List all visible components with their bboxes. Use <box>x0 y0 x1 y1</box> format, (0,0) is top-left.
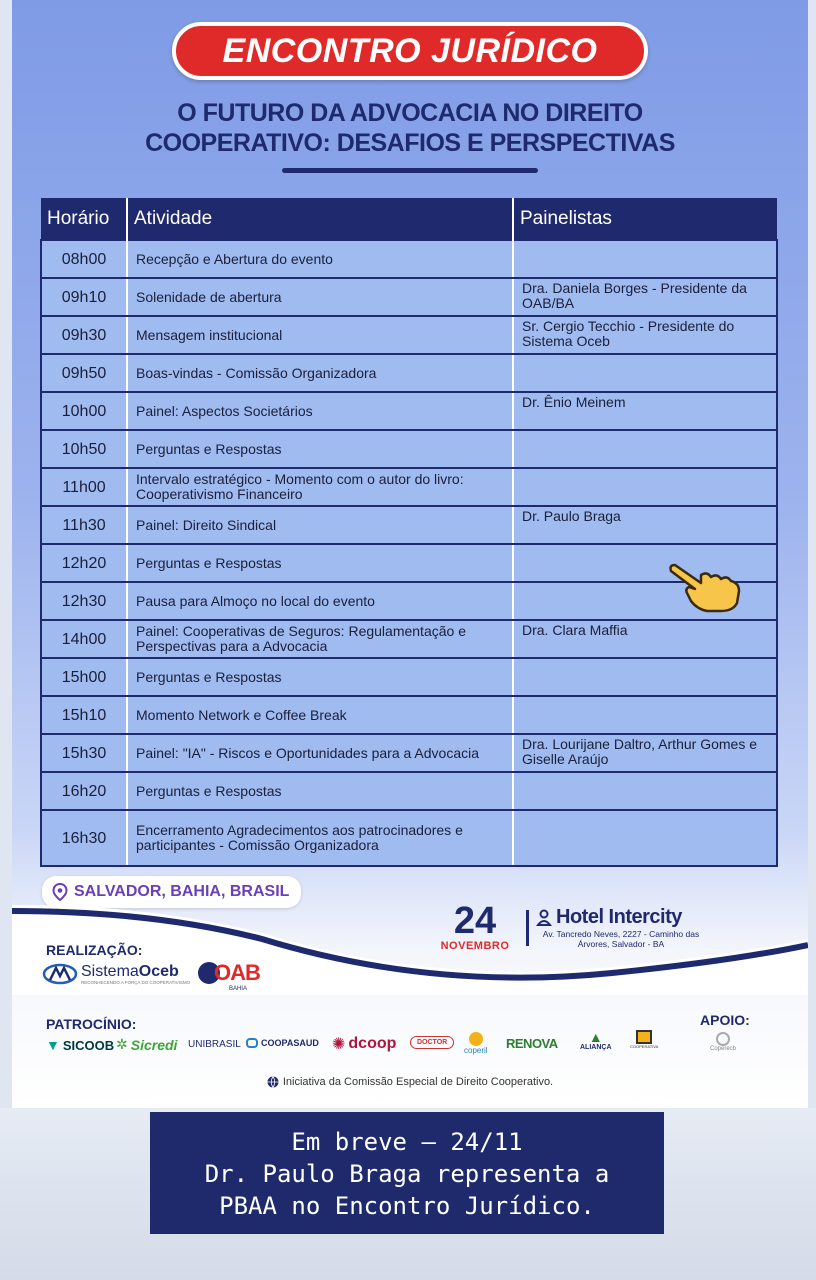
subtitle-line-1: O FUTURO DA ADVOCACIA NO DIREITO <box>177 99 643 127</box>
sicoob-text: SICOOB <box>62 1037 115 1053</box>
coperil-mark-icon <box>469 1032 483 1046</box>
time-cell: 09h50 <box>41 354 127 392</box>
panelists-cell <box>513 240 777 278</box>
location-badge <box>42 876 301 908</box>
hotel-name: Hotel Intercity <box>556 906 682 928</box>
activity-cell: Painel: Aspectos Societários <box>127 392 513 430</box>
oab-logo <box>198 960 260 992</box>
doctor-text: DOCTOR <box>417 1039 448 1046</box>
oab-text: OAB <box>214 960 260 985</box>
oceb-text: Oceb <box>138 962 179 980</box>
time-cell: 14h00 <box>41 620 127 658</box>
dcoop-text: dcoop <box>348 1035 397 1052</box>
schedule-row <box>41 240 777 278</box>
activity-cell: Recepção e Abertura do evento <box>127 240 513 278</box>
schedule-table <box>40 198 778 867</box>
globe-icon <box>267 1076 279 1088</box>
panelists-cell <box>513 658 777 696</box>
activity-cell: Perguntas e Respostas <box>127 544 513 582</box>
coopasaud-text: COOPASAUD <box>261 1038 319 1048</box>
sicoob-mark-icon: ▼ <box>46 1037 60 1053</box>
schedule-row <box>41 620 777 658</box>
person-pin-icon <box>536 909 552 927</box>
panelists-cell: Dr. Ênio Meinem <box>513 392 777 430</box>
sistema-text: Sistema <box>81 962 139 980</box>
panelists-cell <box>513 772 777 810</box>
panelists-cell: Dra. Daniela Borges - Presidente da OAB/BA <box>513 278 777 316</box>
hotel-info <box>536 906 726 949</box>
coperecb-logo <box>710 1032 736 1052</box>
activity-cell: Boas-vindas - Comissão Organizadora <box>127 354 513 392</box>
time-cell: 09h10 <box>41 278 127 316</box>
caption-line-2: Dr. Paulo Braga representa a <box>204 1160 610 1188</box>
panelists-cell <box>513 468 777 506</box>
time-cell: 16h20 <box>41 772 127 810</box>
oab-sub-text: BAHIA <box>228 986 247 992</box>
date-divider <box>526 910 529 946</box>
sicredi-text: Sicredi <box>130 1036 178 1053</box>
location-pin-icon <box>52 883 68 901</box>
activity-cell: Painel: "IA" - Riscos e Oportunidades para a Advocacia <box>127 734 513 772</box>
event-date <box>430 902 520 952</box>
sicoob-logo <box>46 1037 114 1053</box>
activity-cell: Perguntas e Respostas <box>127 430 513 468</box>
time-cell: 08h00 <box>41 240 127 278</box>
initiative-note <box>12 1076 808 1088</box>
schedule-row <box>41 430 777 468</box>
hotel-name-row <box>536 906 726 929</box>
title-underline <box>282 168 538 173</box>
time-cell: 10h50 <box>41 430 127 468</box>
coperil-logo <box>464 1032 488 1055</box>
schedule-row <box>41 354 777 392</box>
schedule-row <box>41 506 777 544</box>
activity-cell: Momento Network e Coffee Break <box>127 696 513 734</box>
time-cell: 12h20 <box>41 544 127 582</box>
panelists-cell: Dra. Lourijane Daltro, Arthur Gomes e Giselle Araújo <box>513 734 777 772</box>
hotel-address: Av. Tancredo Neves, 2227 - Caminho das Árvores, Salvador - BA <box>542 929 700 949</box>
date-day: 24 <box>453 900 497 942</box>
event-title: ENCONTRO JURÍDICO <box>222 31 598 70</box>
event-subtitle <box>12 98 808 158</box>
schedule-row <box>41 658 777 696</box>
schedule-row <box>41 696 777 734</box>
last-sponsor-logo <box>630 1030 658 1049</box>
coperil-text: coperil <box>464 1046 488 1055</box>
time-cell: 09h30 <box>41 316 127 354</box>
coopasaud-logo <box>246 1038 319 1048</box>
panelists-cell <box>513 696 777 734</box>
alianca-text: ALIANÇA <box>580 1044 612 1051</box>
activity-cell: Painel: Direito Sindical <box>127 506 513 544</box>
pointing-hand-icon <box>667 553 747 613</box>
panelists-cell <box>513 810 777 866</box>
subtitle-line-2: COOPERATIVO: DESAFIOS E PERSPECTIVAS <box>145 129 675 157</box>
panelists-cell: Dr. Paulo Braga <box>513 506 777 544</box>
caption-line-1: Em breve – 24/11 <box>291 1128 523 1156</box>
time-cell: 15h30 <box>41 734 127 772</box>
activity-cell: Intervalo estratégico - Momento com o autor do livro: Cooperativismo Financeiro <box>127 468 513 506</box>
dcoop-mark-icon: ✺ <box>332 1036 346 1053</box>
realizacao-label: REALIZAÇÃO: <box>46 942 143 958</box>
renova-text: RENOVA <box>506 1036 558 1051</box>
location-text: SALVADOR, BAHIA, BRASIL <box>74 883 290 900</box>
unibrasil-text: UNIBRASIL <box>188 1039 241 1050</box>
schedule-row <box>41 772 777 810</box>
time-cell: 15h10 <box>41 696 127 734</box>
schedule-header-row <box>41 198 777 240</box>
apoio-label: APOIO: <box>700 1012 750 1028</box>
doctor-logo <box>410 1036 454 1049</box>
time-cell: 16h30 <box>41 810 127 866</box>
schedule-row <box>41 468 777 506</box>
activity-cell: Perguntas e Respostas <box>127 772 513 810</box>
activity-cell: Encerramento Agradecimentos aos patrocinadores e participantes - Comissão Organizadora <box>127 810 513 866</box>
time-cell: 11h30 <box>41 506 127 544</box>
panelists-cell <box>513 430 777 468</box>
time-cell: 15h00 <box>41 658 127 696</box>
oceb-mark-icon <box>42 962 78 986</box>
coperecb-text: Coperecb <box>710 1046 737 1052</box>
sicredi-logo <box>116 1036 177 1053</box>
title-banner <box>172 22 648 80</box>
unibrasil-logo <box>188 1039 241 1050</box>
sistema-oceb-logo <box>42 962 190 986</box>
header-panelists: Painelistas <box>513 198 777 240</box>
last-sponsor-mark-icon <box>636 1030 652 1044</box>
panelists-cell: Sr. Cergio Tecchio - Presidente do Sistema Oceb <box>513 316 777 354</box>
dcoop-logo <box>332 1034 396 1054</box>
coopasaud-mark-icon <box>246 1038 258 1048</box>
sicredi-mark-icon: ✲ <box>116 1036 128 1052</box>
patrocinio-label: PATROCÍNIO: <box>46 1016 137 1032</box>
initiative-text: Iniciativa da Comissão Especial de Direito Cooperativo. <box>282 1076 554 1088</box>
story-caption <box>150 1112 664 1234</box>
sistema-tagline: RECONHECENDO A FORÇA DO COOPERATIVISMO <box>81 979 191 985</box>
schedule-row <box>41 278 777 316</box>
schedule-row <box>41 734 777 772</box>
header-activity: Atividade <box>127 198 513 240</box>
date-month: NOVEMBRO <box>440 940 510 952</box>
activity-cell: Pausa para Almoço no local do evento <box>127 582 513 620</box>
activity-cell: Perguntas e Respostas <box>127 658 513 696</box>
schedule-row <box>41 392 777 430</box>
time-cell: 11h00 <box>41 468 127 506</box>
time-cell: 10h00 <box>41 392 127 430</box>
activity-cell: Painel: Cooperativas de Seguros: Regulamentação e Perspectivas para a Advocacia <box>127 620 513 658</box>
coperecb-mark-icon <box>716 1032 730 1046</box>
activity-cell: Mensagem institucional <box>127 316 513 354</box>
alianca-logo <box>580 1030 612 1051</box>
alianca-mark-icon: ▲ <box>588 1029 603 1045</box>
caption-line-3: PBAA no Encontro Jurídico. <box>219 1192 595 1220</box>
last-sponsor-text: COOPERATIVA <box>630 1044 659 1049</box>
time-cell: 12h30 <box>41 582 127 620</box>
event-poster <box>12 0 808 1108</box>
activity-cell: Solenidade de abertura <box>127 278 513 316</box>
schedule-row <box>41 810 777 866</box>
header-time: Horário <box>41 198 127 240</box>
renova-logo <box>506 1036 558 1051</box>
panelists-cell: Dra. Clara Maffia <box>513 620 777 658</box>
schedule-row <box>41 316 777 354</box>
panelists-cell <box>513 354 777 392</box>
